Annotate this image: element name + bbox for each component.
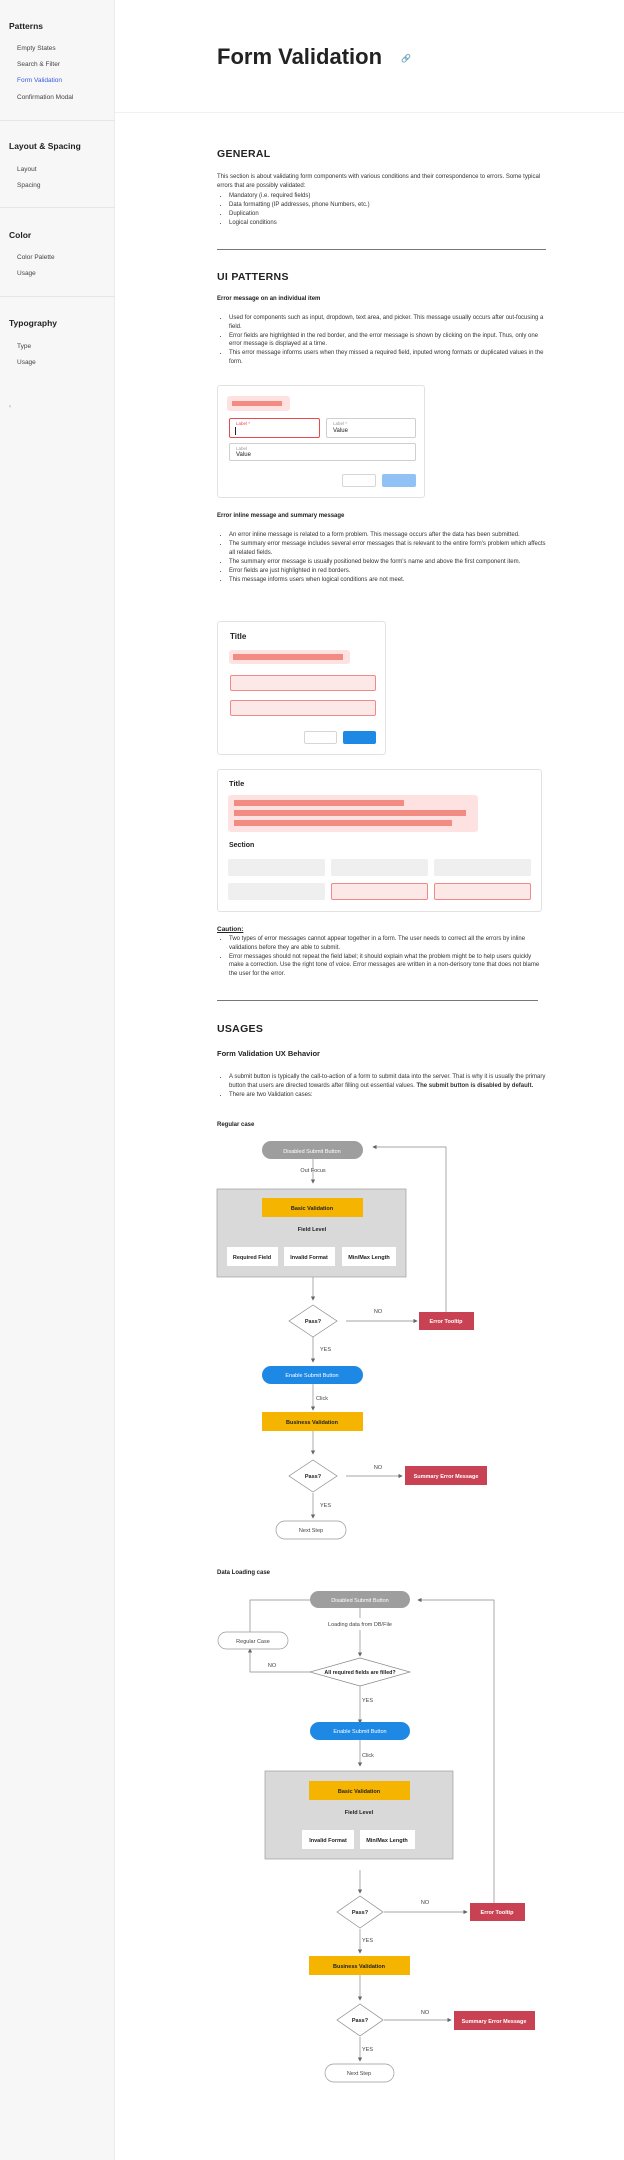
enable-submit-label: Enable Submit Button [285,1373,339,1379]
sidebar-section-color: Color [9,230,32,240]
list-item: • Error fields are just highlighted in red borders. [229,567,547,576]
sidebar-item-empty-states[interactable]: Empty States [17,45,56,52]
click-label: Click [316,1396,328,1402]
next-step-label: Next Step [298,1528,324,1534]
chevron-left-icon[interactable]: ‹ [9,404,11,410]
summary-error-label: Summary Error Message [413,1474,479,1480]
check-label: Required Field [232,1255,272,1261]
business-validation-label: Business Validation [286,1420,338,1426]
no-label: NO [373,1465,383,1471]
sidebar-item-form-validation[interactable]: Form Validation [17,77,63,84]
sidebar-section-patterns: Patterns [9,21,44,31]
mock-form-title: Title [229,779,245,788]
mock-form-title: Title [230,632,247,641]
basic-validation-label: Basic Validation [290,1206,334,1212]
inline-summary-title: Error inline message and summary message [217,513,345,519]
list-item: • Duplication [229,210,547,219]
sidebar-item-type[interactable]: Type [17,343,32,350]
general-heading: GENERAL [217,148,271,160]
check-label: Min/Max Length [366,1838,408,1844]
usages-heading: USAGES [217,1023,264,1035]
no-label: NO [373,1309,383,1315]
error-tooltip-label: Error Tooltip [429,1319,463,1325]
sidebar-item-color-usage[interactable]: Usage [17,270,36,277]
summary-error-label: Summary Error Message [461,2019,527,2025]
list-item: • There are two Validation cases: [229,1091,547,1100]
pass-label: Pass? [304,1319,322,1325]
list-item: • The summary error message includes several error messages that is relevant to the entire form's problem which affects all related fields. [229,540,547,557]
no-label: NO [267,1663,277,1669]
list-item: • Error fields are highlighted in the red border, and the error message is shown by clicking on the input. Thus, only one error message is displayed at a time. [229,332,547,349]
disabled-submit-label: Disabled Submit Button [283,1149,341,1155]
sidebar-item-search-filter[interactable]: Search & Filter [17,61,60,68]
check-label: Invalid Format [290,1255,328,1261]
enable-submit-label: Enable Submit Button [333,1729,387,1735]
input-field-mock[interactable]: Label Value [229,443,416,461]
list-item: • Error messages should not repeat the field label; it should explain what the problem might be to help users quickly make a correction. Use the right tone of voice. Error messages are written in a non-derisory tone that does not blame the user for the error. [229,953,547,979]
out-focus-label: Out Focus [300,1168,326,1174]
list-item: • Mandatory (i.e. required fields) [229,192,547,201]
field-level-label: Field Level [344,1810,374,1816]
page-title: Form Validation [217,44,383,69]
list-item: • A submit button is typically the call-to-action of a form to submit data into the server. That is why it is usually the primary button that users are directed towards after filling out essential values. The submit button is disabled by default. [229,1073,547,1090]
yes-label: YES [320,1347,332,1353]
field-level-label: Field Level [297,1227,327,1233]
sidebar-item-layout[interactable]: Layout [17,166,37,173]
loading-data-label: Loading data from DB/File [328,1622,392,1628]
sidebar-item-color-palette[interactable]: Color Palette [17,254,55,261]
pass-label: Pass? [351,2018,369,2024]
disabled-submit-label: Disabled Submit Button [331,1598,389,1604]
all-required-label: All required fields are filled? [324,1670,396,1676]
yes-label: YES [320,1503,332,1509]
input-field-mock[interactable]: Label * Value [326,418,416,438]
list-item: • This message informs users when logical conditions are not meet. [229,576,547,585]
error-tooltip-label: Error Tooltip [480,1910,514,1916]
click-label: Click [362,1753,374,1759]
error-field-mock[interactable]: Label * [229,418,320,438]
list-item: • Used for components such as input, dropdown, text area, and picker. This message usually occurs after out-focusing a field. [229,314,547,331]
sidebar-item-spacing[interactable]: Spacing [17,182,41,189]
mock-section-title: Section [229,842,255,849]
ui-patterns-heading: UI PATTERNS [217,271,289,283]
check-label: Invalid Format [309,1838,347,1844]
list-item: • The summary error message is usually positioned below the form's name and above the first component item. [229,558,547,567]
basic-validation-label: Basic Validation [337,1789,381,1795]
sidebar-item-confirmation-modal[interactable]: Confirmation Modal [17,94,74,101]
link-icon[interactable]: 🔗 [401,54,411,63]
yes-label: YES [362,1698,374,1704]
next-step-label: Next Step [346,2071,372,2077]
usages-subheading: Form Validation UX Behavior [217,1049,320,1058]
sidebar-section-typography: Typography [9,318,58,328]
yes-label: YES [362,2047,374,2053]
pass-label: Pass? [304,1474,322,1480]
list-item: • Data formatting (IP addresses, phone Numbers, etc.) [229,201,547,210]
business-validation-label: Business Validation [333,1964,385,1970]
loading-case-title: Data Loading case [217,1570,271,1576]
list-item: • An error inline message is related to a form problem. This message occurs after the data has been submitted. [229,531,547,540]
yes-label: YES [362,1938,374,1944]
list-item: • Logical conditions [229,219,547,228]
individual-error-title: Error message on an individual item [217,296,321,302]
regular-case-label: Regular Case [236,1639,270,1645]
caution-title: Caution: [217,926,244,933]
no-label: NO [420,1900,430,1906]
sidebar-section-layout: Layout & Spacing [9,141,81,151]
sidebar-item-typography-usage[interactable]: Usage [17,359,36,366]
list-item: • This error message informs users when they missed a required field, inputed wrong formats or duplicated values in the form. [229,349,547,366]
general-intro: This section is about validating form components with various conditions and their correspondence to errors. Some typical errors that are possibly validated: [217,174,541,189]
pass-label: Pass? [351,1910,369,1916]
list-item: • Two types of error messages cannot appear together in a form. The user needs to correct all the errors by inline validations before they are able to submit. [229,935,547,952]
no-label: NO [420,2010,430,2016]
regular-case-title: Regular case [217,1122,255,1128]
check-label: Min/Max Length [348,1255,390,1261]
